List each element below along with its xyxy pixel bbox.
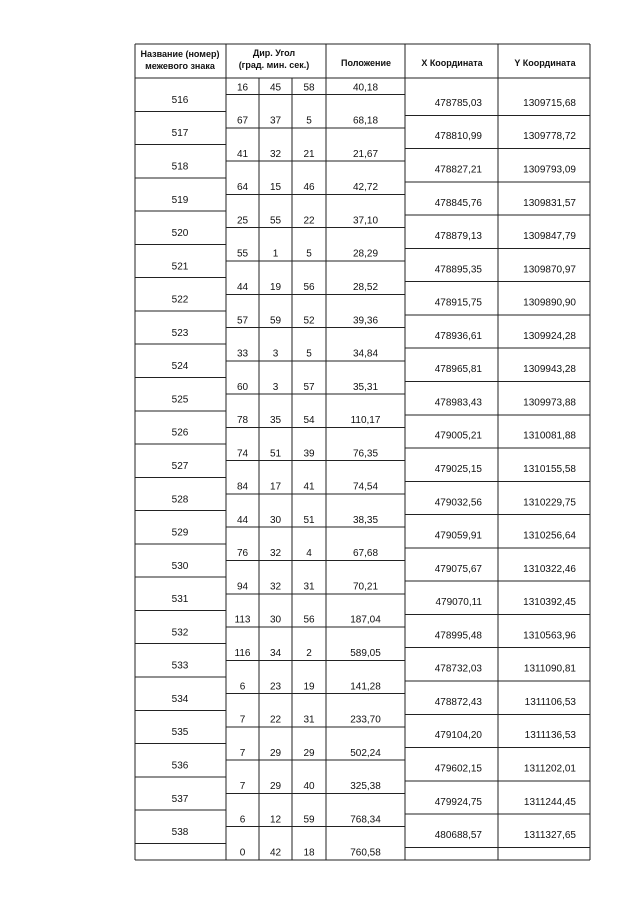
point-name: 534 bbox=[171, 693, 189, 705]
point-y-coordinate: 1311244,45 bbox=[523, 796, 576, 808]
point-x-coordinate: 478810,99 bbox=[434, 131, 482, 143]
point-name: 518 bbox=[171, 161, 189, 173]
segment-seconds: 2 bbox=[306, 648, 312, 660]
point-x-coordinate: 478915,75 bbox=[434, 297, 482, 309]
segment-minutes: 15 bbox=[269, 182, 282, 194]
segment-distance: 42,72 bbox=[352, 182, 379, 194]
header-distance: Положение bbox=[341, 58, 391, 68]
segment-degrees: 0 bbox=[239, 847, 246, 859]
point-x-coordinate: 478995,48 bbox=[434, 630, 482, 642]
segment-degrees: 94 bbox=[236, 581, 249, 593]
point-name: 528 bbox=[171, 494, 189, 506]
segment-degrees: 7 bbox=[239, 747, 246, 759]
segment-degrees: 57 bbox=[236, 315, 249, 327]
point-y-coordinate: 1311090,81 bbox=[523, 663, 576, 675]
segment-minutes: 29 bbox=[269, 747, 282, 759]
point-y-coordinate: 1311136,53 bbox=[524, 730, 576, 742]
header-y-coordinate: Y Координата bbox=[514, 58, 576, 68]
header-x-coordinate: X Координата bbox=[421, 58, 483, 68]
segment-seconds: 51 bbox=[303, 514, 315, 526]
point-x-coordinate: 479032,56 bbox=[434, 497, 482, 509]
point-y-coordinate: 1309943,28 bbox=[523, 364, 576, 376]
point-name: 531 bbox=[171, 594, 189, 606]
segment-seconds: 19 bbox=[303, 681, 315, 693]
point-name: 529 bbox=[171, 527, 189, 539]
point-x-coordinate: 479104,20 bbox=[434, 730, 482, 742]
point-name: 524 bbox=[171, 361, 189, 373]
segment-minutes: 30 bbox=[269, 514, 282, 526]
point-y-coordinate: 1309870,97 bbox=[523, 264, 576, 276]
point-name: 533 bbox=[171, 660, 189, 672]
segment-minutes: 17 bbox=[269, 481, 282, 493]
segment-seconds: 22 bbox=[303, 215, 315, 227]
point-name: 520 bbox=[171, 228, 189, 240]
point-name: 530 bbox=[171, 560, 189, 572]
segment-minutes: 59 bbox=[269, 315, 282, 327]
segment-minutes: 30 bbox=[269, 614, 282, 626]
point-y-coordinate: 1310229,75 bbox=[523, 497, 576, 509]
segment-degrees: 6 bbox=[239, 681, 246, 693]
segment-minutes: 22 bbox=[269, 714, 282, 726]
segment-distance: 76,35 bbox=[352, 448, 379, 460]
segment-seconds: 54 bbox=[303, 415, 315, 427]
point-name: 526 bbox=[171, 427, 189, 439]
segment-degrees: 67 bbox=[236, 115, 249, 127]
segment-distance: 34,84 bbox=[352, 348, 379, 360]
segment-seconds: 46 bbox=[303, 182, 315, 194]
point-name: 522 bbox=[171, 294, 189, 306]
header-angle-line1: Дир. Угол bbox=[252, 48, 296, 58]
segment-distance: 68,18 bbox=[352, 115, 379, 127]
point-y-coordinate: 1309847,79 bbox=[523, 231, 576, 243]
point-y-coordinate: 1310392,45 bbox=[523, 597, 576, 609]
segment-distance: 28,52 bbox=[352, 281, 379, 293]
segment-minutes: 42 bbox=[269, 847, 282, 859]
point-x-coordinate: 478879,13 bbox=[434, 231, 482, 243]
point-x-coordinate: 478936,61 bbox=[434, 330, 482, 342]
segment-distance: 110,17 bbox=[350, 415, 381, 427]
point-name: 527 bbox=[171, 460, 189, 472]
segment-seconds: 4 bbox=[306, 548, 312, 560]
segment-seconds: 18 bbox=[303, 847, 315, 859]
segment-distance: 760,58 bbox=[350, 847, 381, 859]
point-y-coordinate: 1310155,58 bbox=[523, 463, 576, 475]
segment-distance: 768,34 bbox=[350, 814, 381, 826]
point-x-coordinate: 478983,43 bbox=[434, 397, 482, 409]
segment-distance: 39,36 bbox=[352, 315, 379, 327]
segment-seconds: 56 bbox=[303, 614, 315, 626]
segment-degrees: 76 bbox=[236, 548, 249, 560]
segment-degrees: 113 bbox=[234, 614, 251, 626]
point-y-coordinate: 1309778,72 bbox=[523, 131, 576, 143]
segment-minutes: 35 bbox=[269, 415, 282, 427]
segment-distance: 28,29 bbox=[352, 248, 379, 260]
segment-degrees: 7 bbox=[239, 714, 246, 726]
point-y-coordinate: 1310256,64 bbox=[523, 530, 576, 542]
segment-minutes: 12 bbox=[269, 814, 282, 826]
point-x-coordinate: 479025,15 bbox=[434, 463, 482, 475]
segment-degrees: 44 bbox=[236, 514, 249, 526]
segment-seconds: 5 bbox=[306, 248, 312, 260]
segment-minutes: 37 bbox=[269, 115, 282, 127]
segment-distance: 233,70 bbox=[350, 714, 381, 726]
segment-seconds: 5 bbox=[306, 348, 312, 360]
segment-seconds: 56 bbox=[303, 281, 315, 293]
segment-degrees: 55 bbox=[236, 248, 249, 260]
segment-degrees: 64 bbox=[236, 182, 249, 194]
point-name: 538 bbox=[171, 827, 189, 839]
point-x-coordinate: 478732,03 bbox=[434, 663, 482, 675]
segment-seconds: 40 bbox=[303, 781, 315, 793]
segment-minutes: 55 bbox=[269, 215, 282, 227]
segment-distance: 74,54 bbox=[352, 481, 379, 493]
point-name: 517 bbox=[171, 128, 189, 140]
point-y-coordinate: 1309715,68 bbox=[523, 97, 576, 109]
segment-degrees: 7 bbox=[239, 781, 246, 793]
segment-distance: 589,05 bbox=[350, 648, 381, 660]
segment-distance: 325,38 bbox=[350, 781, 381, 793]
segment-distance: 21,67 bbox=[352, 148, 379, 160]
point-name: 532 bbox=[171, 627, 189, 639]
table-body bbox=[172, 82, 577, 858]
segment-seconds: 31 bbox=[303, 581, 315, 593]
table-header bbox=[141, 48, 577, 71]
segment-seconds: 39 bbox=[303, 448, 315, 460]
point-y-coordinate: 1310322,46 bbox=[523, 563, 576, 575]
point-name: 523 bbox=[171, 327, 189, 339]
header-angle-line2: (град. мин. сек.) bbox=[238, 60, 310, 70]
segment-degrees: 41 bbox=[236, 148, 249, 160]
point-x-coordinate: 479070,11 bbox=[435, 597, 482, 609]
segment-minutes: 45 bbox=[269, 82, 282, 94]
point-name: 525 bbox=[171, 394, 189, 406]
point-y-coordinate: 1309924,28 bbox=[523, 330, 576, 342]
segment-distance: 38,35 bbox=[352, 514, 379, 526]
point-x-coordinate: 478965,81 bbox=[434, 364, 482, 376]
segment-degrees: 116 bbox=[234, 648, 251, 660]
segment-minutes: 29 bbox=[269, 781, 282, 793]
segment-minutes: 3 bbox=[272, 381, 279, 393]
point-x-coordinate: 478872,43 bbox=[434, 696, 482, 708]
segment-distance: 40,18 bbox=[352, 82, 379, 94]
point-name: 516 bbox=[171, 94, 189, 106]
segment-minutes: 32 bbox=[269, 548, 282, 560]
point-x-coordinate: 479924,75 bbox=[434, 796, 482, 808]
point-y-coordinate: 1310563,96 bbox=[523, 630, 576, 642]
segment-distance: 187,04 bbox=[350, 614, 381, 626]
segment-distance: 35,31 bbox=[352, 381, 379, 393]
point-x-coordinate: 479059,91 bbox=[434, 530, 482, 542]
segment-degrees: 84 bbox=[236, 481, 249, 493]
segment-seconds: 31 bbox=[303, 714, 315, 726]
segment-distance: 141,28 bbox=[350, 681, 381, 693]
segment-seconds: 5 bbox=[306, 115, 312, 127]
point-y-coordinate: 1311202,01 bbox=[523, 763, 576, 775]
point-x-coordinate: 478845,76 bbox=[434, 197, 482, 209]
segment-minutes: 32 bbox=[269, 581, 282, 593]
segment-seconds: 41 bbox=[303, 481, 315, 493]
point-x-coordinate: 478895,35 bbox=[434, 264, 482, 276]
header-name-line1: Название (номер) bbox=[140, 49, 220, 59]
segment-seconds: 59 bbox=[303, 814, 315, 826]
segment-degrees: 16 bbox=[236, 82, 249, 94]
segment-minutes: 23 bbox=[269, 681, 282, 693]
point-x-coordinate: 480688,57 bbox=[434, 830, 482, 842]
segment-minutes: 34 bbox=[269, 648, 282, 660]
segment-distance: 70,21 bbox=[352, 581, 379, 593]
segment-degrees: 6 bbox=[239, 814, 246, 826]
segment-seconds: 58 bbox=[303, 82, 315, 94]
segment-seconds: 21 bbox=[303, 148, 315, 160]
segment-seconds: 29 bbox=[303, 747, 315, 759]
segment-minutes: 19 bbox=[269, 281, 282, 293]
segment-distance: 502,24 bbox=[350, 747, 381, 759]
point-name: 535 bbox=[171, 727, 189, 739]
point-x-coordinate: 478785,03 bbox=[434, 97, 482, 109]
point-x-coordinate: 479602,15 bbox=[434, 763, 482, 775]
point-y-coordinate: 1311327,65 bbox=[523, 830, 576, 842]
header-name-line2: межевого знака bbox=[145, 61, 215, 71]
point-y-coordinate: 1309973,88 bbox=[523, 397, 576, 409]
point-y-coordinate: 1310081,88 bbox=[523, 430, 576, 442]
point-x-coordinate: 479075,67 bbox=[434, 563, 482, 575]
segment-minutes: 51 bbox=[269, 448, 282, 460]
segment-minutes: 1 bbox=[272, 248, 279, 260]
segment-degrees: 25 bbox=[236, 215, 249, 227]
point-y-coordinate: 1309831,57 bbox=[523, 197, 576, 209]
segment-degrees: 44 bbox=[236, 281, 249, 293]
segment-minutes: 32 bbox=[269, 148, 282, 160]
point-name: 536 bbox=[171, 760, 189, 772]
segment-degrees: 74 bbox=[236, 448, 249, 460]
segment-degrees: 60 bbox=[236, 381, 249, 393]
segment-distance: 67,68 bbox=[352, 548, 379, 560]
point-name: 537 bbox=[171, 793, 189, 805]
point-y-coordinate: 1311106,53 bbox=[524, 696, 576, 708]
segment-seconds: 57 bbox=[303, 381, 315, 393]
point-y-coordinate: 1309793,09 bbox=[523, 164, 576, 176]
point-x-coordinate: 479005,21 bbox=[434, 430, 482, 442]
segment-degrees: 78 bbox=[236, 415, 249, 427]
point-name: 521 bbox=[171, 261, 189, 273]
segment-seconds: 52 bbox=[303, 315, 315, 327]
segment-minutes: 3 bbox=[272, 348, 279, 360]
point-y-coordinate: 1309890,90 bbox=[523, 297, 576, 309]
point-name: 519 bbox=[171, 194, 189, 206]
segment-degrees: 33 bbox=[236, 348, 249, 360]
point-x-coordinate: 478827,21 bbox=[434, 164, 482, 176]
segment-distance: 37,10 bbox=[352, 215, 379, 227]
